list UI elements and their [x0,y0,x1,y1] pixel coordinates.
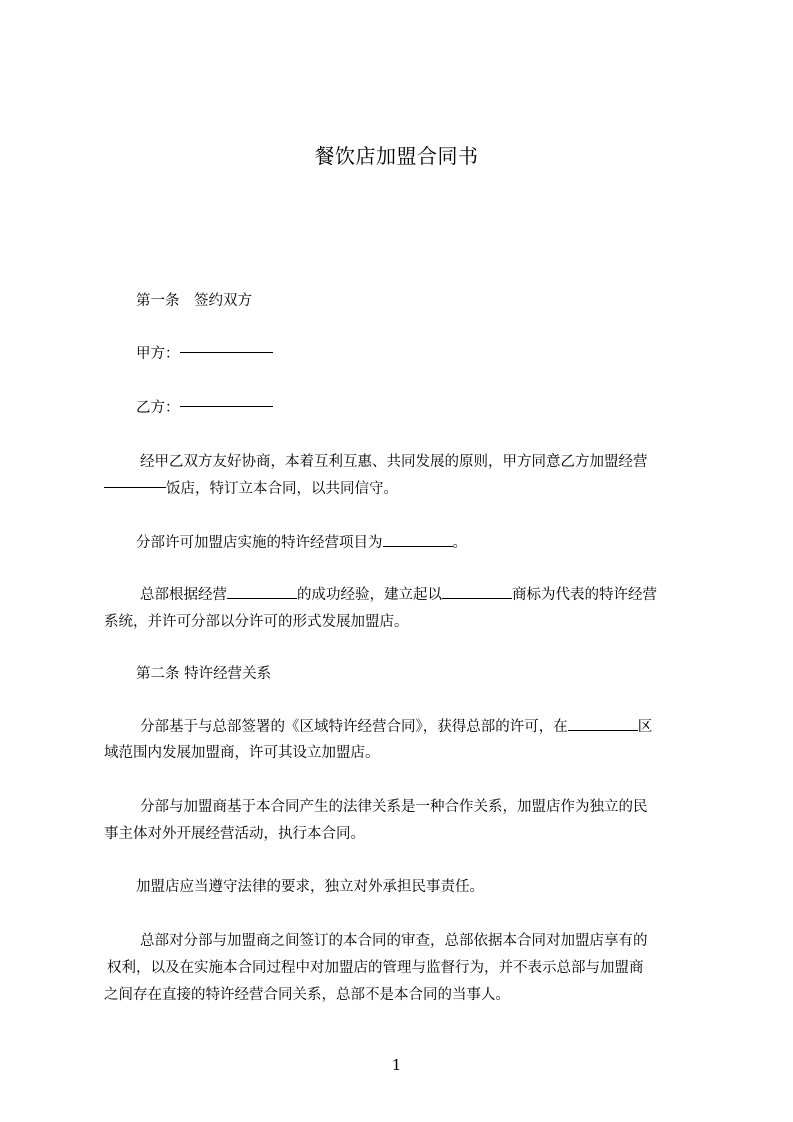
article-1-para-3-part-2: 的成功经验，建立起以 [297,587,442,603]
article-2-heading: 第二条 特许经营关系 [136,666,272,682]
article-2-para-1-part-1: 分部基于与总部签署的《区域特许经营合同》，获得总部的许可，在 [140,719,568,735]
article-2-para-1-line-1 [140,717,652,737]
party-b-blank [180,405,273,407]
article-1-para-1-line-2-text: 饭店，特订立本合同，以共同信守。 [166,481,398,497]
article-1-heading: 第一条 签约双方 [136,293,252,309]
article-2-para-4-line-3: 之间存在直接的特许经营合同关系，总部不是本合同的当事人。 [104,987,510,1003]
party-b-label: 乙方： [136,400,180,416]
party-a-label: 甲方： [136,346,180,362]
article-2-para-1-line-2: 域范围内发展加盟商，许可其设立加盟店。 [104,745,380,761]
region-blank [568,718,638,731]
article-2-para-4-line-1: 总部对分部与加盟商之间签订的本合同的审查，总部依据本合同对加盟店享有的 [140,933,648,949]
article-1-para-1-line-1: 经甲乙双方友好协商，本着互利互惠、共同发展的原则，甲方同意乙方加盟经营 [140,454,648,470]
party-a-blank [180,351,273,353]
article-1-para-3-line-2: 系统，并许可分部以分许可的形式发展加盟店。 [104,614,409,630]
party-a-line [136,344,273,364]
document-title: 餐饮店加盟合同书 [314,144,479,168]
article-2-para-2-line-1: 分部与加盟商基于本合同产生的法律关系是一种合作关系，加盟店作为独立的民 [140,799,648,815]
article-1-para-2-suffix: 。 [452,535,467,551]
article-2-para-4-line-2: 权利，以及在实施本合同过程中对加盟店的管理与监督行为，并不表示总部与加盟商 [107,960,644,976]
article-1-para-2-prefix: 分部许可加盟店实施的特许经营项目为 [136,535,383,551]
trademark-blank [442,586,512,599]
article-2-para-3: 加盟店应当遵守法律的要求，独立对外承担民事责任。 [136,879,484,895]
page-number: 1 [391,1056,402,1074]
restaurant-name-blank [104,486,166,488]
article-1-para-3-part-3: 商标为代表的特许经营 [512,587,657,603]
article-2-para-2-line-2: 事主体对外开展经营活动，执行本合同。 [104,826,365,842]
article-1-para-3-line-1 [140,585,657,605]
article-1-para-1-line-2 [104,479,398,499]
article-1-para-3-part-1: 总部根据经营 [140,587,227,603]
article-2-para-1-part-2: 区 [637,719,653,735]
business-name-blank [227,586,297,599]
party-b-line [136,398,273,418]
article-1-para-2 [136,533,467,553]
franchise-project-blank [383,534,453,547]
